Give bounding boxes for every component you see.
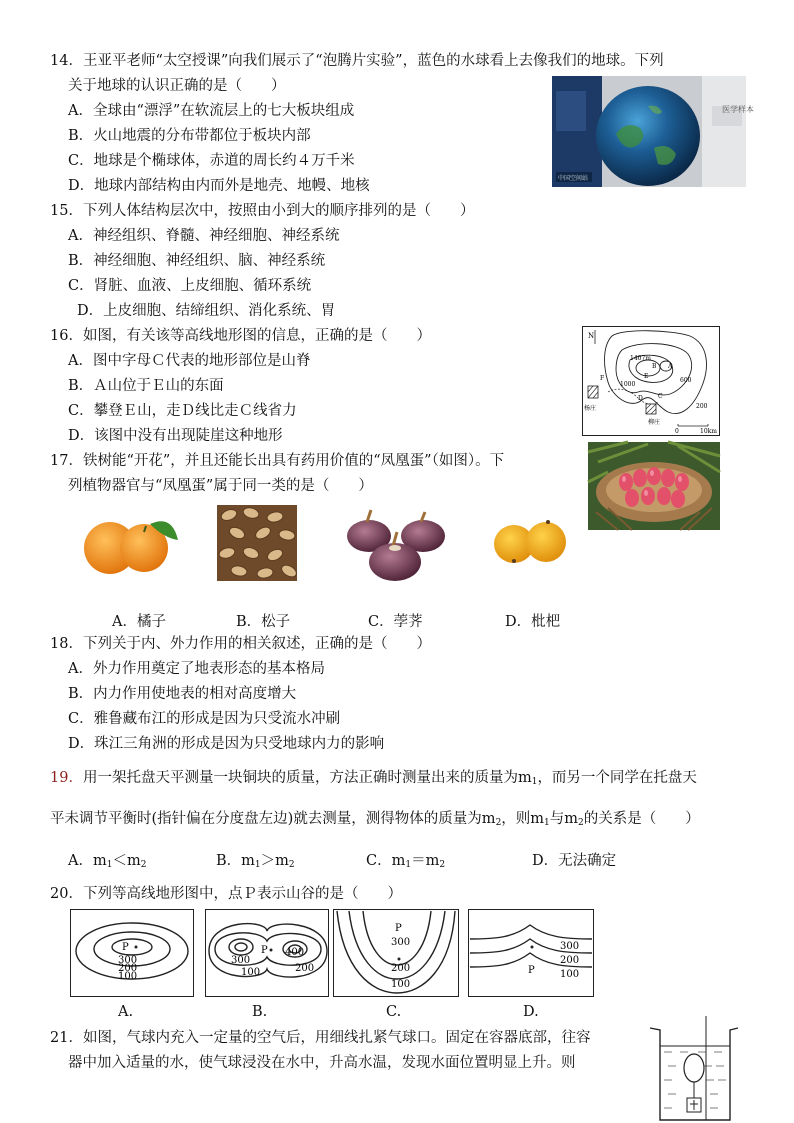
svg-text:P: P <box>261 945 268 956</box>
q16-option-b: B．Ａ山位于Ｅ山的东面 <box>68 378 224 394</box>
point-e: E <box>644 373 649 380</box>
svg-text:300: 300 <box>118 955 138 966</box>
q20-label-a: A. <box>118 1004 134 1020</box>
village-liuzhuang: 柳庄 <box>648 419 661 426</box>
svg-text:P: P <box>395 923 402 934</box>
point-b: B <box>652 363 657 370</box>
water-ball-photo <box>552 76 754 187</box>
contour-600: 600 <box>680 377 692 384</box>
photo-caption: 中国空间站 <box>558 175 589 182</box>
peak-height: 1407m <box>630 355 651 362</box>
q17-label-b: B．松子 <box>236 614 291 630</box>
contour-map-c <box>333 909 459 997</box>
point-f: F <box>600 375 605 382</box>
q16-option-c: C．攀登Ｅ山，走Ｄ线比走Ｃ线省力 <box>68 403 297 419</box>
contour-map-a <box>70 909 194 997</box>
point-a: A <box>668 363 673 370</box>
contour-map-q16 <box>582 326 720 436</box>
loquat-image <box>492 514 568 568</box>
q17-label-d: D．枇杷 <box>505 614 561 630</box>
svg-text:P: P <box>528 965 535 976</box>
svg-text:300: 300 <box>560 941 580 952</box>
village-yangzhuang: 杨庄 <box>584 405 597 412</box>
water-chestnut-image <box>345 508 447 584</box>
svg-text:300: 300 <box>231 955 251 966</box>
point-d: D <box>638 395 643 402</box>
q19-stem-line2: 平未调节平衡时(指针偏在分度盘左边)就去测量，测得物体的质量为$m_2$，则$m_1$与$m_2$的关系是（ ） <box>50 811 700 828</box>
svg-text:200: 200 <box>560 955 580 966</box>
q18-stem: 18．下列关于内、外力作用的相关叙述，正确的是（ ） <box>50 636 431 652</box>
q19-option-d: D．无法确定 <box>532 853 617 869</box>
q16-stem: 16．如图，有关该等高线地形图的信息，正确的是（ ） <box>50 328 431 344</box>
q14-stem-line2: 关于地球的认识正确的是（ ） <box>68 78 286 94</box>
q15-option-a: A．神经组织、脊髓、神经细胞、神经系统 <box>68 228 340 244</box>
pine-nut-image <box>217 505 297 581</box>
q15-option-c: C．肾脏、血液、上皮细胞、循环系统 <box>68 278 312 294</box>
q19-stem-line1: 19．用一架托盘天平测量一块铜块的质量，方法正确时测量出来的质量为$m_1$，而另一个同学在托盘天 <box>50 770 697 787</box>
q14-option-a: A．全球由“漂浮”在软流层上的七大板块组成 <box>68 103 355 119</box>
q17-stem-line1: 17．铁树能“开花”，并且还能长出具有药用价值的“凤凰蛋”（如图）。下 <box>50 453 505 469</box>
contour-map-b <box>205 909 329 997</box>
q14-option-c: C．地球是个椭球体，赤道的周长约４万千米 <box>68 153 355 169</box>
q18-option-a: A．外力作用奠定了地表形态的基本格局 <box>68 661 325 677</box>
q14-stem-line1: 14．王亚平老师“太空授课”向我们展示了“泡腾片实验”，蓝色的水球看上去像我们的地球。下列 <box>50 53 664 69</box>
svg-text:200: 200 <box>391 963 411 974</box>
scale-10km: 10km <box>700 428 717 435</box>
q19-option-a: A．$m_1<m_2$ <box>68 853 147 870</box>
svg-text:300: 300 <box>391 937 411 948</box>
q15-option-d: D．上皮细胞、结缔组织、消化系统、胃 <box>77 303 336 319</box>
tangerine-image <box>80 510 180 578</box>
q19-option-c: C．$m_1=m_2$ <box>366 853 446 870</box>
q18-option-c: C．雅鲁藏布江的形成是因为只受流水冲刷 <box>68 711 341 727</box>
contour-200: 200 <box>696 403 708 410</box>
svg-text:100: 100 <box>391 979 411 990</box>
q15-stem: 15．下列人体结构层次中，按照由小到大的顺序排列的是（ ） <box>50 203 475 219</box>
q18-option-b: B．内力作用使地表的相对高度增大 <box>68 686 297 702</box>
phoenix-egg-photo <box>588 442 720 530</box>
q21-stem-line1: 21．如图，气球内充入一定量的空气后，用细线扎紧气球口。固定在容器底部，往容 <box>50 1030 591 1046</box>
svg-text:P: P <box>122 942 129 953</box>
north-arrow-label: N <box>588 332 595 340</box>
contour-1000: 1000 <box>620 381 636 388</box>
scale-zero: 0 <box>675 428 679 435</box>
svg-text:100: 100 <box>560 969 580 980</box>
svg-text:400: 400 <box>285 947 305 958</box>
q20-label-b: B. <box>252 1004 268 1020</box>
q19-number: 19． <box>50 770 83 786</box>
q18-option-d: D．珠江三角洲的形成是因为只受地球内力的影响 <box>68 736 385 752</box>
q14-option-d: D．地球内部结构由内而外是地壳、地幔、地核 <box>68 178 370 194</box>
svg-text:200: 200 <box>295 963 315 974</box>
q16-option-a: A．图中字母Ｃ代表的地形部位是山脊 <box>68 353 311 369</box>
q21-stem-line2: 器中加入适量的水，使气球浸没在水中，升高水温，发现水面位置明显上升。则 <box>68 1055 576 1071</box>
photo-text: 医学样本 <box>722 105 754 114</box>
q16-option-d: D．该图中没有出现陡崖这种地形 <box>68 428 283 444</box>
balloon-beaker-diagram <box>646 1016 740 1122</box>
q17-label-c: C．荸荠 <box>368 614 423 630</box>
svg-text:100: 100 <box>118 971 138 982</box>
q20-stem: 20．下列等高线地形图中，点Ｐ表示山谷的是（ ） <box>50 886 402 902</box>
q20-label-d: D. <box>523 1004 539 1020</box>
point-c: C <box>658 393 663 400</box>
q15-option-b: B．神经细胞、神经组织、脑、神经系统 <box>68 253 326 269</box>
svg-text:100: 100 <box>241 967 261 978</box>
contour-map-d <box>468 909 594 997</box>
q17-label-a: A．橘子 <box>112 614 166 630</box>
q14-option-b: B．火山地震的分布带都位于板块内部 <box>68 128 311 144</box>
q17-stem-line2: 列植物器官与“凤凰蛋”属于同一类的是（ ） <box>68 478 373 494</box>
q20-label-c: C. <box>386 1004 402 1020</box>
svg-text:200: 200 <box>118 963 138 974</box>
q19-option-b: B．$m_1>m_2$ <box>216 853 295 870</box>
